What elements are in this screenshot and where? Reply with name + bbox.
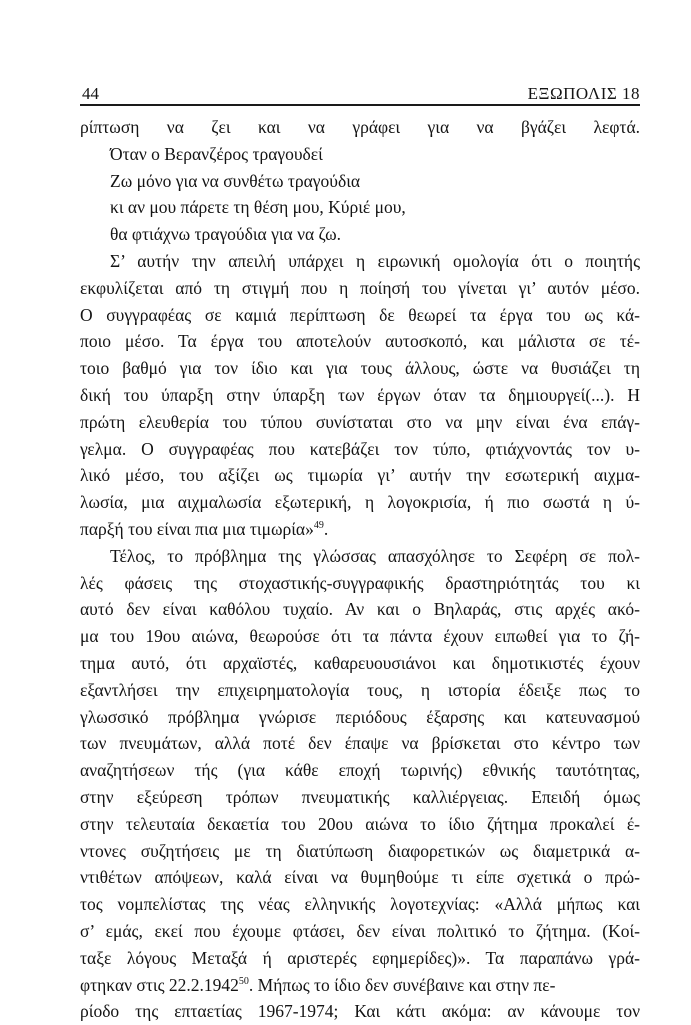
text-line: εκφυλίζεται από τη στιγμή που η ποίησή του γίνεται γι’ αυτόν μέσο. xyxy=(80,277,640,298)
text-line: μα του 19ου αιώνα, θεωρούσε ότι τα πάντα έχουν ειπωθεί για το ζή- xyxy=(80,626,640,647)
text-line: εξαντλήσει την επιχειρηματολογία τους, η ιστορία έδειξε πως το xyxy=(80,679,640,700)
text-line: τημα αυτό, ότι αρχαϊστές, καθαρευουσιάνοι και δημοτικιστές έχουν xyxy=(80,652,640,673)
text-line: γλωσσικό πρόβλημα γνώρισε περιόδους έξαρσης και κατευνασμού xyxy=(80,706,640,727)
text-line: των πνευμάτων, αλλά ποτέ δεν έπαψε να βρίσκεται στο κέντρο των xyxy=(80,733,640,754)
text-fragment: παρξή του είναι πια μια τιμωρία» xyxy=(80,518,314,539)
text-line: Ο συγγραφέας σε καμιά περίπτωση δε θεωρεί τα έργα του ως κά- xyxy=(80,304,640,325)
text-line xyxy=(80,972,640,999)
journal-title: ΕΞΩΠΟΛΙΣ 18 xyxy=(527,84,640,103)
verse-line: Όταν ο Βερανζέρος τραγουδεί xyxy=(110,143,323,164)
text-line: πρώτη ελευθερία του τύπου συνίσταται στο να μην είναι ένα επάγ- xyxy=(80,411,640,432)
verse-line: θα φτιάχνω τραγούδια για να ζω. xyxy=(110,224,342,245)
text-line: γελμα. Ο συγγραφέας που κατεβάζει τον τύπο, φτιάχνοντάς τον υ- xyxy=(80,438,640,459)
text-line: ταξε λόγους Μεταξά ή αριστερές εφημερίδες)». Τα παραπάνω γρά- xyxy=(80,947,640,968)
text-line: λικό μέσο, του αξίζει ως τιμωρία γι’ αυτήν την εσωτερική αιχμα- xyxy=(80,465,640,486)
text-fragment: . xyxy=(323,518,329,539)
text-line: λές φάσεις της στοχαστικής-συγγραφικής δραστηριότητάς του κι xyxy=(80,572,640,593)
text-line: Σ’ αυτήν την απειλή υπάρχει η ειρωνική ομολογία ότι ο ποιητής xyxy=(110,250,640,271)
footnote-marker: 50 xyxy=(238,975,249,987)
page-number: 44 xyxy=(82,84,99,103)
book-page xyxy=(80,82,640,1025)
text-line: τος νομπελίστας της νέας ελληνικής λογοτεχνίας: «Αλλά μήπως και xyxy=(80,894,640,915)
text-fragment: . Μήπως το ίδιο δεν συνέβαινε και στην πε- xyxy=(248,974,556,995)
text-line: τοιο βαθμό για τον ίδιο και για τους άλλους, ώστε να θυσιάζει τη xyxy=(80,358,640,379)
text-line xyxy=(80,516,640,543)
text-line: σ’ εμάς, εκεί που έχουμε φτάσει, δεν είναι πολιτικό το ζήτημα. (Κοί- xyxy=(80,920,640,941)
text-line: Τέλος, το πρόβλημα της γλώσσας απασχόλησε το Σεφέρη σε πολ- xyxy=(110,545,640,566)
header-rule xyxy=(80,104,640,106)
text-line: στην εξεύρεση τρόπων πνευματικής καλλιέργειας. Επειδή όμως xyxy=(80,786,640,807)
text-line: αυτό δεν είναι καθόλου τυχαίο. Αν και ο Βηλαράς, στις αρχές ακό- xyxy=(80,599,640,620)
body-text xyxy=(80,114,640,1025)
verse-line: κι αν μου πάρετε τη θέση μου, Κύριέ μου, xyxy=(110,197,406,218)
running-head xyxy=(80,82,640,104)
text-line: ρίοδο της επταετίας 1967-1974; Και κάτι ακόμα: αν κάνουμε τον xyxy=(80,1001,640,1022)
text-line: στην τελευταία δεκαετία του 20ου αιώνα το ίδιο ζήτημα προκαλεί έ- xyxy=(80,813,640,834)
text-line: ντονες συζητήσεις με τη διατύπωση διαφορετικών ως διαμετρικά α- xyxy=(80,840,640,861)
text-line: ποιο μέσο. Τα έργα του αποτελούν αυτοσκοπό, και μάλιστα σε τέ- xyxy=(80,331,640,352)
text-fragment: φτηκαν στις 22.2.1942 xyxy=(80,974,239,995)
text-line: δική του ύπαρξη στην ύπαρξη των έργων όταν τα δημιουργεί(...). Η xyxy=(80,384,640,405)
text-line: αναζητήσεων τής (για κάθε εποχή τωρινής) εθνικής ταυτότητας, xyxy=(80,760,640,781)
footnote-marker: 49 xyxy=(313,520,324,532)
text-line: ντιθέτων απόψεων, καλά είναι να θυμηθούμε τι είπε σχετικά ο πρώ- xyxy=(80,867,640,888)
text-line: ρίπτωση να ζει και να γράφει για να βγάζει λεφτά. xyxy=(80,117,640,137)
verse-line: Ζω μόνο για να συνθέτω τραγούδια xyxy=(110,170,361,191)
text-line: λωσία, μια αιχμαλωσία εξωτερική, η λογοκρισία, ή πιο σωστά η ύ- xyxy=(80,492,640,513)
